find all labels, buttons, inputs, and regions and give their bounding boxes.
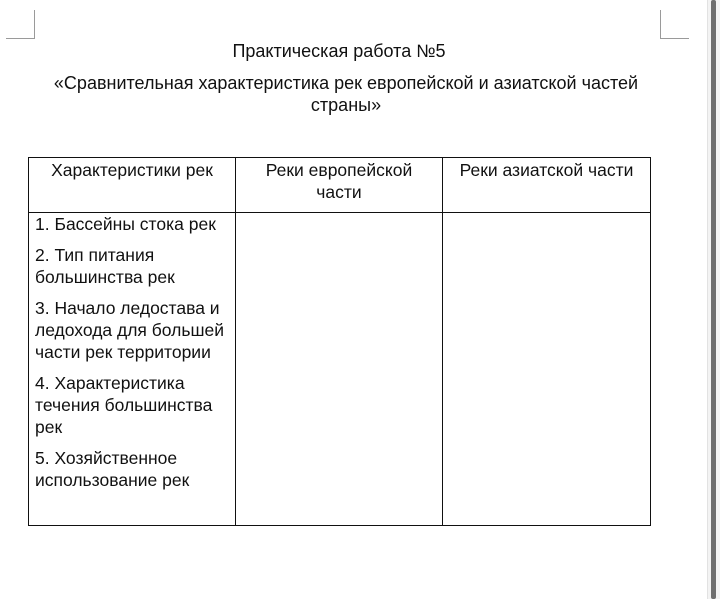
header-european-rivers: Реки европейской части xyxy=(236,158,443,213)
european-rivers-cell[interactable] xyxy=(236,213,443,526)
header-asian-rivers: Реки азиатской части xyxy=(443,158,651,213)
characteristic-item: 5. Хозяйственное использование рек xyxy=(35,448,190,490)
characteristic-item: 3. Начало ледостава и ледохода для большей части рек территории xyxy=(35,298,225,362)
scrollbar-thumb[interactable] xyxy=(711,0,716,599)
characteristic-item: 4. Характеристика течения большинства рек xyxy=(35,373,213,437)
page-margin-corner-top-left xyxy=(6,10,35,39)
document-subtitle: «Сравнительная характеристика рек европейской и азиатской частей страны» xyxy=(53,73,639,115)
table-row xyxy=(29,213,651,526)
characteristics-cell xyxy=(29,213,236,526)
characteristic-item: 2. Тип питания большинства рек xyxy=(35,245,175,287)
table-header-row xyxy=(29,158,651,213)
characteristic-item: 1. Бассейны стока рек xyxy=(35,214,216,234)
document-title: Практическая работа №5 xyxy=(232,41,446,61)
header-characteristics: Характеристики рек xyxy=(29,158,236,213)
vertical-scrollbar[interactable] xyxy=(707,0,720,599)
asian-rivers-cell[interactable] xyxy=(443,213,651,526)
comparison-table xyxy=(28,157,651,526)
page-margin-corner-top-right xyxy=(660,10,689,39)
